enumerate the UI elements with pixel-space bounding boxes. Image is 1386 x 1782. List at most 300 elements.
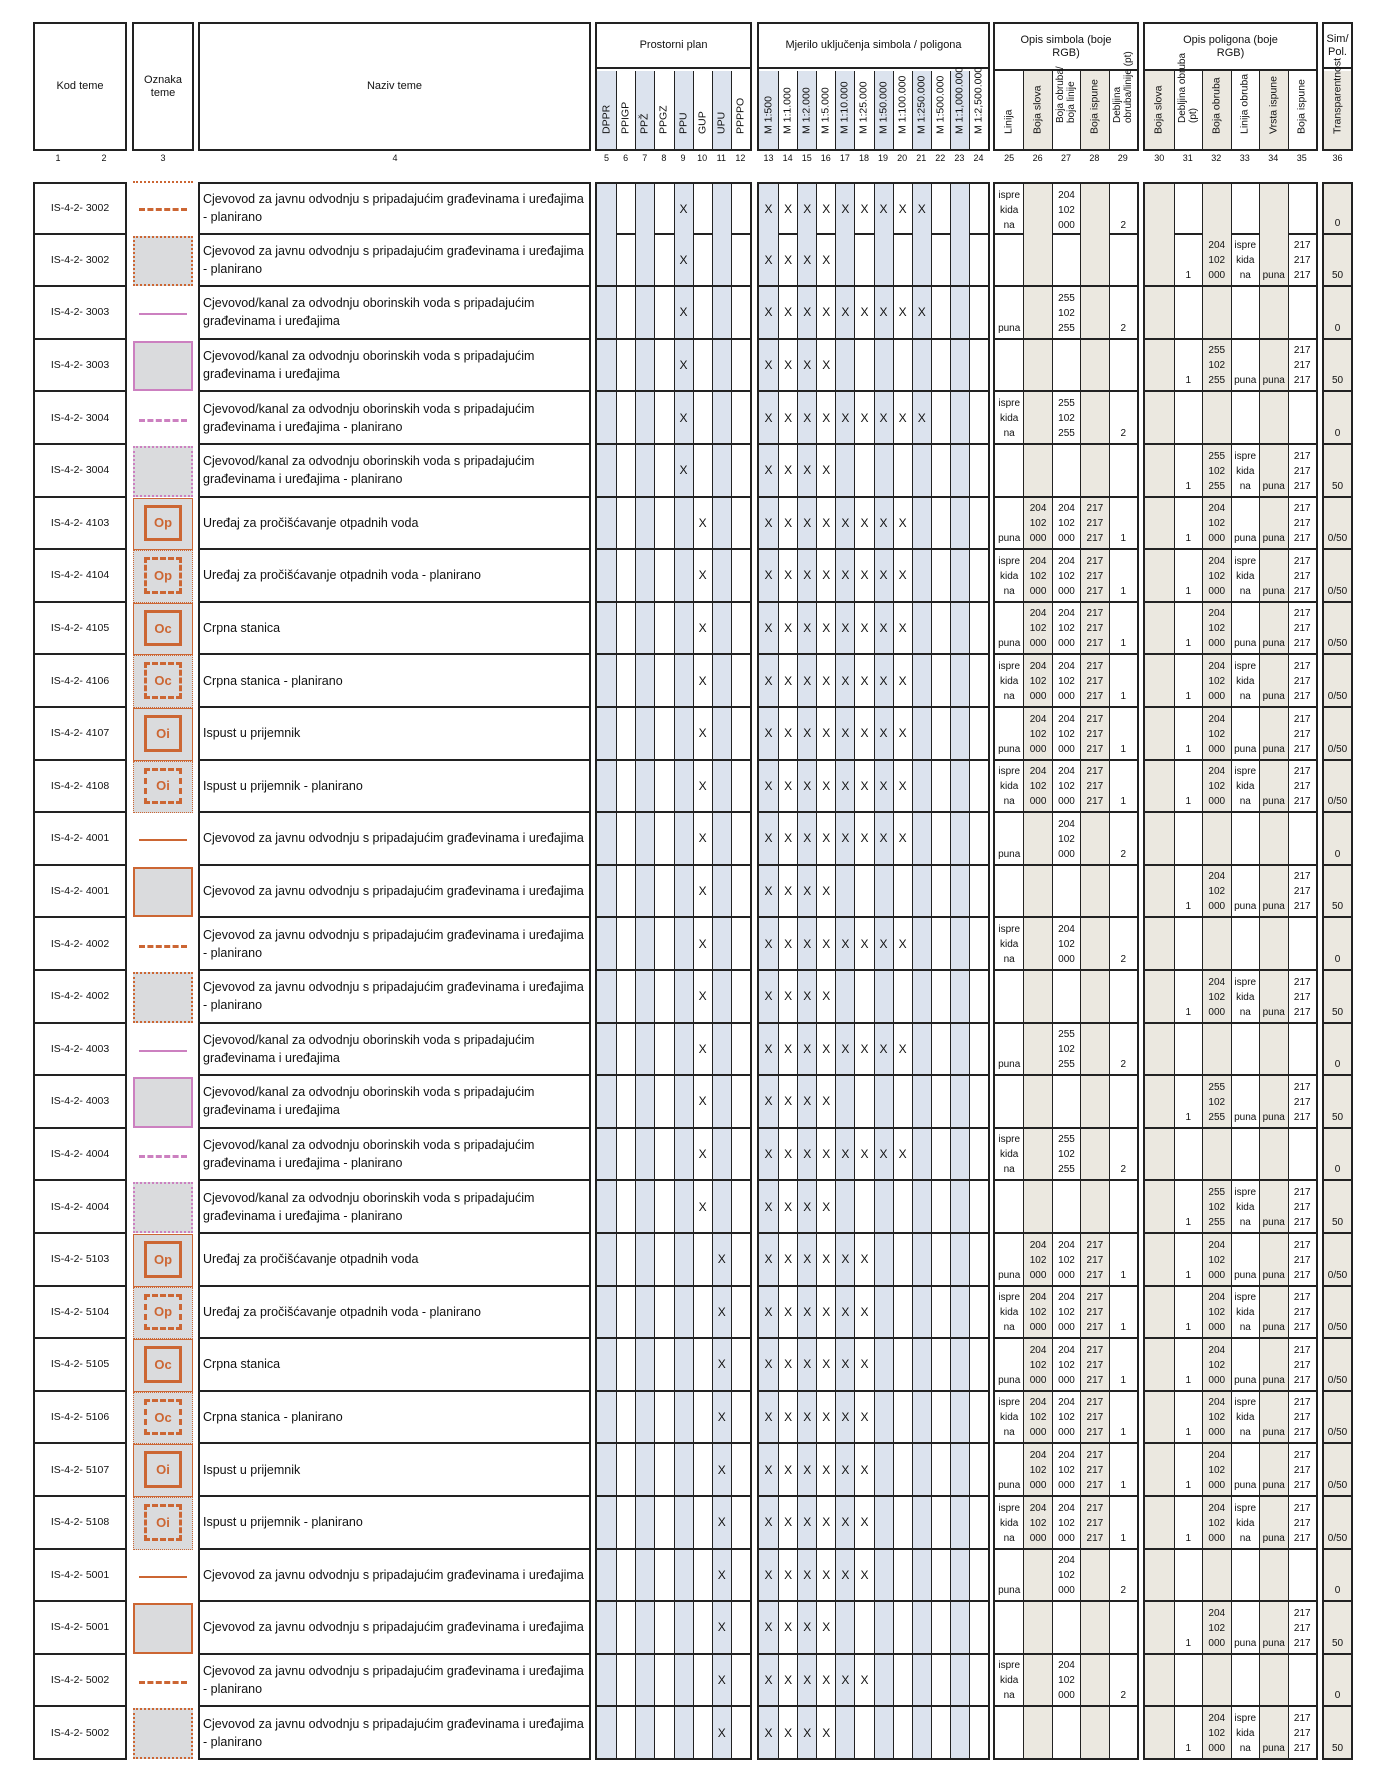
- symbol-description-cells: [993, 813, 1139, 866]
- value-line: 1: [1185, 1216, 1192, 1228]
- polygon-value: [1202, 1707, 1231, 1758]
- scale-cell: X: [854, 1392, 873, 1443]
- value-line: 204: [1058, 818, 1075, 830]
- transparency-value: [1322, 1129, 1353, 1182]
- plan-cell-PPGZ: [654, 1024, 673, 1075]
- theme-name: Ispust u prijemnik: [198, 1444, 591, 1497]
- polygon-value: [1174, 1602, 1203, 1653]
- scale-cell: [969, 1339, 988, 1390]
- value-line: kida: [1236, 255, 1255, 267]
- symbol-description-cells: [993, 1076, 1139, 1129]
- value-line: 217: [1086, 585, 1104, 597]
- polygon-value: [1145, 1234, 1174, 1285]
- plan-cells: [595, 392, 752, 445]
- value-line: 204: [1029, 555, 1047, 567]
- plan-header-label: UPU: [715, 111, 728, 134]
- scale-cell: X: [759, 761, 778, 812]
- polygon-value: [1174, 1076, 1203, 1127]
- plan-cell-PPU: [674, 813, 693, 864]
- symbol-value: [1109, 1024, 1137, 1075]
- scale-cell: X: [874, 655, 893, 706]
- symbol-description-cells: [993, 655, 1139, 708]
- transparency-value: [1322, 813, 1353, 866]
- scale-cell: X: [797, 1444, 816, 1495]
- plan-cell-PPPPO: [731, 1287, 750, 1338]
- symbol-value: [1023, 866, 1051, 917]
- scale-cell: [950, 1707, 969, 1758]
- scale-cell: X: [778, 1550, 797, 1601]
- scale-cell: X: [797, 287, 816, 338]
- polygon-description-cells: [1143, 498, 1318, 551]
- plan-cell-PPŽ: [635, 1707, 654, 1758]
- polygon-description-cells: [1143, 287, 1318, 340]
- polygon-value: [1145, 340, 1174, 391]
- plan-cell-PPGZ: [654, 235, 673, 286]
- scale-cell: X: [816, 550, 835, 601]
- scale-cell: [969, 445, 988, 496]
- symbol-header-4: [1080, 71, 1108, 149]
- value-line: kida: [1236, 675, 1255, 687]
- plan-cell-GUP: X: [693, 655, 712, 706]
- value-line: 204: [1029, 1502, 1047, 1514]
- value-line: 1: [1185, 1374, 1192, 1386]
- plan-cell-UPU: [712, 287, 731, 338]
- value-line: 000: [1029, 796, 1047, 808]
- symbol-value: [1052, 1287, 1080, 1338]
- scale-cell: X: [797, 1287, 816, 1338]
- polygon-value: [1288, 866, 1317, 917]
- header-prostorni-plan-label: Prostorni plan: [597, 24, 750, 69]
- scale-cell: X: [816, 287, 835, 338]
- scale-cell: X: [778, 340, 797, 391]
- value-line: 1: [1120, 1479, 1127, 1491]
- theme-code: IS-4-2- 4001: [33, 866, 127, 919]
- point-symbol-oi-icon: Oi: [144, 1504, 182, 1541]
- header-opis-simbola-label: Opis simbola (boje RGB): [1020, 33, 1112, 59]
- scale-cell: [969, 1287, 988, 1338]
- value-line: 217: [1293, 781, 1311, 793]
- value-line: 50: [1331, 901, 1344, 913]
- symbol-value: [995, 1129, 1023, 1180]
- symbol-header-label: Boja slova: [1031, 85, 1044, 134]
- value-line: 000: [1208, 533, 1226, 545]
- value-line: 217: [1086, 690, 1104, 702]
- theme-symbol: [132, 1024, 194, 1077]
- plan-cell-DPPR: [597, 235, 616, 286]
- plan-cell-PPU: [674, 550, 693, 601]
- plan-cell-PPGZ: [654, 813, 673, 864]
- value-line: 2: [1120, 953, 1127, 965]
- scale-cell: X: [854, 184, 873, 235]
- value-line: 000: [1208, 690, 1226, 702]
- polygon-value: [1259, 498, 1288, 549]
- theme-name: Cjevovod za javnu odvodnju s pripadajućim građevinama i uređajima - planirano: [198, 971, 591, 1024]
- value-line: 217: [1293, 690, 1311, 702]
- scale-cell: X: [759, 1655, 778, 1706]
- plan-cell-PPIGP: [616, 918, 635, 969]
- theme-code: IS-4-2- 4004: [33, 1181, 127, 1234]
- scale-cell: X: [778, 1339, 797, 1390]
- polygon-value: [1259, 655, 1288, 706]
- polygon-value: [1288, 1129, 1317, 1180]
- scale-cell: X: [835, 761, 854, 812]
- polygon-value: [1145, 1129, 1174, 1180]
- scale-cells: [757, 1444, 990, 1497]
- scale-cell: X: [874, 603, 893, 654]
- column-number: 21: [916, 153, 927, 163]
- value-line: 217: [1293, 1307, 1311, 1319]
- plan-cell-PPU: X: [674, 235, 693, 286]
- scale-header-label: M 1:2.000: [800, 87, 813, 134]
- plan-header-label: PPGZ: [657, 105, 670, 134]
- polygon-description-cells: [1143, 1444, 1318, 1497]
- plan-cell-UPU: [712, 603, 731, 654]
- symbol-value: [995, 1339, 1023, 1390]
- value-line: 50: [1331, 270, 1344, 282]
- scale-cell: [931, 1655, 950, 1706]
- scale-cell: X: [759, 1024, 778, 1075]
- value-line: 204: [1058, 1292, 1075, 1304]
- value-line: 217: [1293, 1216, 1311, 1228]
- value-line: 217: [1293, 728, 1311, 740]
- value-line: 000: [1208, 901, 1226, 913]
- scale-cell: X: [797, 1024, 816, 1075]
- scale-cell: [835, 235, 854, 286]
- plan-cell-PPGZ: [654, 1392, 673, 1443]
- plan-cell-GUP: X: [693, 1129, 712, 1180]
- polygon-value: [1288, 392, 1317, 443]
- scale-cell: X: [759, 340, 778, 391]
- plan-cell-DPPR: [597, 1287, 616, 1338]
- polygon-value: [1231, 445, 1260, 496]
- scale-cell: X: [778, 813, 797, 864]
- plan-cells: [595, 1655, 752, 1708]
- value-line: ispre: [998, 189, 1021, 201]
- scale-cell: X: [893, 813, 912, 864]
- value-line: ispre: [1234, 1712, 1257, 1724]
- scale-cell: X: [778, 1287, 797, 1338]
- symbol-value: [1080, 761, 1108, 812]
- theme-symbol: [132, 1181, 194, 1234]
- value-line: kida: [1000, 938, 1019, 950]
- scale-cell: X: [816, 918, 835, 969]
- column-number: 14: [782, 153, 793, 163]
- scale-cell: X: [874, 708, 893, 759]
- value-line: 217: [1293, 345, 1311, 357]
- plan-header-label: GUP: [696, 111, 709, 134]
- value-line: 217: [1293, 465, 1311, 477]
- scale-cells: [757, 235, 990, 288]
- plan-cell-UPU: X: [712, 1234, 731, 1285]
- scale-cell: [854, 971, 873, 1022]
- plan-cell-PPGZ: [654, 1287, 673, 1338]
- symbol-value: [1052, 1339, 1080, 1390]
- value-line: 102: [1208, 991, 1226, 1003]
- scale-cell: [969, 498, 988, 549]
- plan-cell-GUP: X: [693, 708, 712, 759]
- symbol-header-2: [1023, 71, 1051, 149]
- symbol-value: [1080, 1392, 1108, 1443]
- scale-cell: X: [816, 392, 835, 443]
- value-line: 000: [1208, 1374, 1226, 1386]
- plan-cell-PPŽ: [635, 1550, 654, 1601]
- symbol-value: [1052, 1550, 1080, 1601]
- scale-cell: [950, 1497, 969, 1548]
- value-line: 1: [1185, 585, 1192, 597]
- symbol-value: [1109, 1234, 1137, 1285]
- value-line: 217: [1086, 608, 1104, 620]
- value-line: 102: [1029, 728, 1047, 740]
- value-line: kida: [1000, 204, 1019, 216]
- scale-cells: [757, 1076, 990, 1129]
- value-line: na: [1239, 796, 1251, 808]
- transparency-value: [1322, 1234, 1353, 1287]
- table-row: [0, 445, 1386, 498]
- scale-cells: [757, 971, 990, 1024]
- plan-cell-PPIGP: [616, 813, 635, 864]
- plan-cell-PPGZ: [654, 971, 673, 1022]
- symbol-value: [1052, 603, 1080, 654]
- value-line: 0/50: [1327, 638, 1348, 650]
- polygon-fill-symbol: [133, 972, 193, 1023]
- theme-symbol: [132, 1550, 194, 1603]
- scale-cell: X: [759, 550, 778, 601]
- value-line: 102: [1029, 623, 1047, 635]
- symbol-value: [995, 866, 1023, 917]
- theme-code: IS-4-2- 5104: [33, 1287, 127, 1340]
- transparency-value: [1322, 1497, 1353, 1550]
- polygon-fill-symbol: [133, 867, 193, 918]
- value-line: 102: [1208, 675, 1226, 687]
- value-line: 217: [1293, 1359, 1311, 1371]
- scale-cell: [893, 1234, 912, 1285]
- column-number: 32: [1211, 153, 1222, 163]
- polygon-value: [1145, 1707, 1174, 1758]
- polygon-description-cells: [1143, 813, 1318, 866]
- column-number: 23: [954, 153, 965, 163]
- theme-code: IS-4-2- 4105: [33, 603, 127, 656]
- polygon-value: [1259, 971, 1288, 1022]
- scale-cell: [835, 340, 854, 391]
- scale-cell: X: [778, 708, 797, 759]
- plan-cell-GUP: [693, 1497, 712, 1548]
- symbol-value: [1109, 603, 1137, 654]
- polygon-value: [1202, 1024, 1231, 1075]
- scale-cell: X: [759, 813, 778, 864]
- plan-cell-DPPR: [597, 1392, 616, 1443]
- value-line: 102: [1208, 1464, 1226, 1476]
- scale-cell: [854, 1602, 873, 1653]
- symbol-value: [1023, 918, 1051, 969]
- scale-cell: [931, 235, 950, 286]
- plan-cells: [595, 708, 752, 761]
- polygon-value: [1288, 971, 1317, 1022]
- scale-cells: [757, 708, 990, 761]
- table-row: [0, 708, 1386, 761]
- scale-cell: X: [835, 1287, 854, 1338]
- theme-code: IS-4-2- 5105: [33, 1339, 127, 1392]
- polygon-description-cells: [1143, 1076, 1318, 1129]
- scale-cell: X: [816, 340, 835, 391]
- plan-cell-PPU: [674, 603, 693, 654]
- polygon-value: [1231, 603, 1260, 654]
- plan-cell-PPPPO: [731, 866, 750, 917]
- column-number: 8: [661, 153, 667, 163]
- symbol-value: [1080, 708, 1108, 759]
- polygon-value: [1174, 1287, 1203, 1338]
- plan-header-4: [654, 71, 673, 149]
- scale-cell: X: [816, 1287, 835, 1338]
- polygon-description-cells: [1143, 550, 1318, 603]
- plan-cell-DPPR: [597, 340, 616, 391]
- polygon-value: [1259, 445, 1288, 496]
- scale-cell: X: [797, 445, 816, 496]
- theme-name: Uređaj za pročišćavanje otpadnih voda: [198, 1234, 591, 1287]
- value-line: 255: [1058, 1029, 1075, 1041]
- value-line: 102: [1058, 728, 1075, 740]
- scale-cell: X: [854, 498, 873, 549]
- value-line: 217: [1086, 766, 1104, 778]
- scale-cell: X: [835, 1339, 854, 1390]
- scale-cell: [874, 235, 893, 286]
- theme-code: IS-4-2- 5001: [33, 1602, 127, 1655]
- plan-cell-PPIGP: [616, 866, 635, 917]
- value-line: na: [1003, 1532, 1015, 1544]
- scale-header-label: M 1:500.000: [934, 75, 947, 134]
- symbol-value: [1109, 1550, 1137, 1601]
- scale-cell: X: [816, 1181, 835, 1232]
- polygon-value: [1145, 1339, 1174, 1390]
- value-line: 217: [1293, 1239, 1311, 1251]
- column-number: 24: [973, 153, 984, 163]
- symbol-description-cells: [993, 1234, 1139, 1287]
- plan-cell-DPPR: [597, 1602, 616, 1653]
- plan-cell-GUP: X: [693, 1076, 712, 1127]
- scale-cell: [893, 1181, 912, 1232]
- plan-cell-PPPPO: [731, 971, 750, 1022]
- scale-cell: [950, 1024, 969, 1075]
- symbol-value: [1109, 918, 1137, 969]
- plan-cell-PPGZ: [654, 1550, 673, 1601]
- transparency-value: [1322, 235, 1353, 288]
- value-line: 0/50: [1327, 1374, 1348, 1386]
- scale-cell: [893, 1550, 912, 1601]
- polygon-value: [1288, 1497, 1317, 1548]
- symbol-description-cells: [993, 1655, 1139, 1708]
- polygon-value: [1202, 1076, 1231, 1127]
- scale-cell: X: [797, 1707, 816, 1758]
- value-line: 217: [1086, 1359, 1104, 1371]
- plan-cell-DPPR: [597, 498, 616, 549]
- theme-name: Ispust u prijemnik: [198, 708, 591, 761]
- scale-cell: X: [816, 445, 835, 496]
- plan-cell-DPPR: [597, 392, 616, 443]
- polygon-header-4: [1231, 71, 1260, 149]
- value-line: 000: [1208, 1269, 1226, 1281]
- symbol-description-cells: [993, 1339, 1139, 1392]
- scale-cell: X: [893, 708, 912, 759]
- value-line: 000: [1029, 1427, 1047, 1439]
- scale-cell: [950, 550, 969, 601]
- scale-cell: X: [854, 1287, 873, 1338]
- scale-cell: [912, 1339, 931, 1390]
- theme-name: Cjevovod/kanal za odvodnju oborinskih voda s pripadajućim građevinama i uređajima: [198, 340, 591, 393]
- value-line: 102: [1208, 781, 1226, 793]
- plan-cell-UPU: X: [712, 1392, 731, 1443]
- point-symbol-oc-icon: Oc: [144, 1346, 182, 1383]
- plan-cell-PPŽ: [635, 1076, 654, 1127]
- scale-cell: X: [854, 655, 873, 706]
- scale-cell: X: [759, 1076, 778, 1127]
- theme-symbol: [132, 1602, 194, 1655]
- scale-cell: [969, 603, 988, 654]
- scale-cell: [950, 1129, 969, 1180]
- plan-cell-PPPPO: [731, 1129, 750, 1180]
- scale-cell: X: [797, 235, 816, 286]
- plan-header-label: PPU: [677, 112, 690, 134]
- plan-cell-GUP: [693, 287, 712, 338]
- header-prostorni-plan: [595, 22, 752, 151]
- plan-cell-PPŽ: [635, 708, 654, 759]
- plan-header-1: [597, 71, 616, 149]
- value-line: ispre: [998, 1660, 1021, 1672]
- header-opis-simbola: [993, 22, 1139, 151]
- polygon-value: [1231, 235, 1260, 286]
- scale-cell: [950, 1602, 969, 1653]
- symbol-value: [995, 287, 1023, 338]
- value-line: kida: [1236, 1517, 1255, 1529]
- plan-cell-GUP: [693, 1444, 712, 1495]
- plan-header-2: [616, 71, 635, 149]
- value-line: 102: [1208, 1201, 1226, 1213]
- scale-cell: X: [893, 1024, 912, 1075]
- plan-cell-DPPR: [597, 1444, 616, 1495]
- plan-column-headers: [597, 71, 750, 149]
- symbol-description-cells: [993, 1392, 1139, 1445]
- value-line: 102: [1029, 1464, 1047, 1476]
- plan-cell-PPGZ: [654, 1444, 673, 1495]
- plan-cell-UPU: X: [712, 1655, 731, 1706]
- value-line: puna: [1262, 796, 1285, 808]
- plan-cells: [595, 1550, 752, 1603]
- theme-code: IS-4-2- 5103: [33, 1234, 127, 1287]
- plan-cell-UPU: [712, 761, 731, 812]
- symbol-value: [1109, 498, 1137, 549]
- polygon-value: [1202, 866, 1231, 917]
- point-symbol-op-icon: Op: [144, 505, 182, 542]
- plan-cell-PPIGP: [616, 1707, 635, 1758]
- scale-cell: [893, 1392, 912, 1443]
- scale-cell: X: [912, 287, 931, 338]
- symbol-value: [1109, 655, 1137, 706]
- symbol-header-3: [1052, 66, 1080, 149]
- plan-cell-PPIGP: [616, 1287, 635, 1338]
- scale-cell: [874, 1707, 893, 1758]
- plan-cells: [595, 1602, 752, 1655]
- value-line: 217: [1293, 450, 1311, 462]
- symbol-description-cells: [993, 866, 1139, 919]
- value-line: 102: [1029, 1254, 1047, 1266]
- scale-column-headers: [759, 66, 988, 149]
- value-line: kida: [1236, 1201, 1255, 1213]
- polygon-value: [1259, 1287, 1288, 1338]
- value-line: kida: [1000, 781, 1019, 793]
- scale-cell: X: [893, 392, 912, 443]
- scale-cells: [757, 498, 990, 551]
- plan-cell-PPPPO: [731, 1550, 750, 1601]
- value-line: 217: [1086, 1412, 1104, 1424]
- theme-code: IS-4-2- 3004: [33, 445, 127, 498]
